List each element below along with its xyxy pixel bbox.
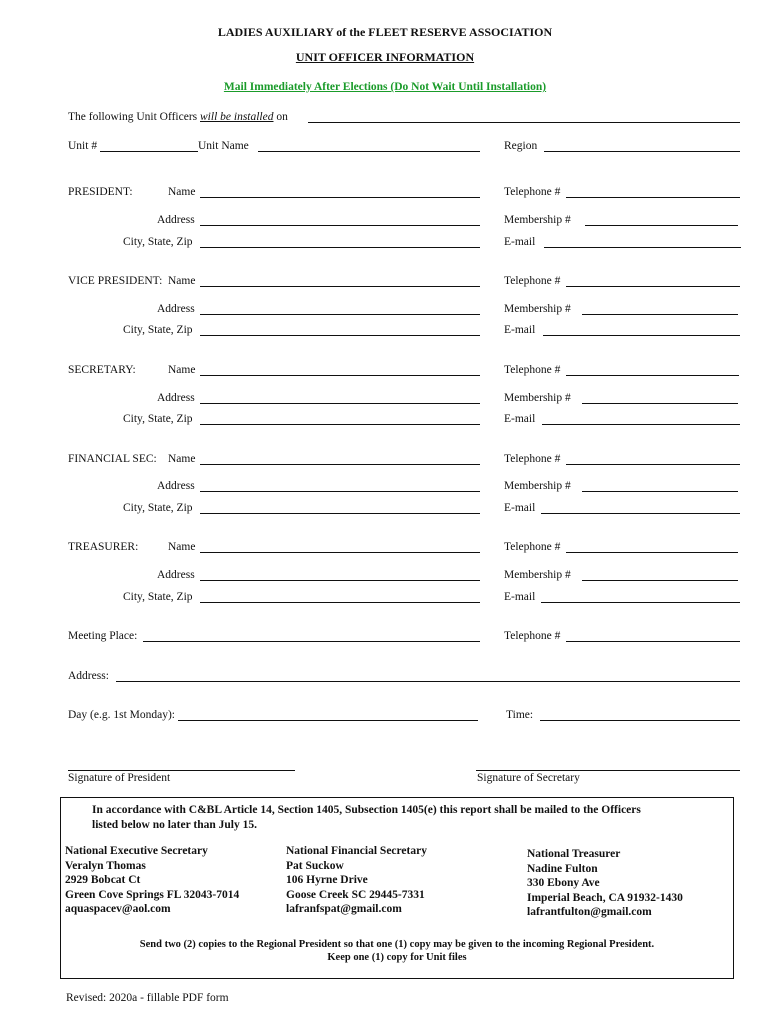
president-membership-field[interactable] [585,225,738,226]
contact-street: 330 Ebony Ave [527,877,600,889]
treasurer-telephone-field[interactable] [566,552,738,553]
intro-text [68,111,288,123]
unit-number-label: Unit # [68,140,98,152]
contact-executive-secretary [65,844,239,917]
role-vice-president: VICE PRESIDENT: [68,275,163,287]
finsec-address-field[interactable] [200,491,480,492]
intro-prefix: The following Unit Officers [68,111,198,123]
region-label: Region [504,140,538,152]
finsec-email-field[interactable] [541,513,740,514]
revision-note: Revised: 2020a - fillable PDF form [66,992,229,1004]
city-label: City, State, Zip [123,324,193,336]
address-label: Address [157,303,195,315]
president-telephone-field[interactable] [566,197,740,198]
contact-name: Pat Suckow [286,859,344,872]
telephone-label: Telephone # [504,453,561,465]
name-label: Name [168,541,196,553]
telephone-label: Telephone # [504,275,561,287]
treasurer-name-field[interactable] [200,552,480,553]
name-label: Name [168,275,196,287]
contact-name: Veralyn Thomas [65,859,146,872]
telephone-label: Telephone # [504,364,561,376]
secretary-email-field[interactable] [542,424,740,425]
contact-city: Goose Creek SC 29445-7331 [286,888,425,901]
treasurer-address-field[interactable] [200,580,480,581]
city-label: City, State, Zip [123,413,193,425]
meeting-place-label: Meeting Place: [68,630,138,642]
instruction-line-1: In accordance with C&BL Article 14, Section 1405, Subsection 1405(e) this report shall be mailed to the Officers [92,804,641,816]
president-name-field[interactable] [200,197,480,198]
finsec-name-field[interactable] [200,464,480,465]
meeting-place-field[interactable] [143,641,480,642]
vp-email-field[interactable] [543,335,740,336]
meeting-day-label: Day (e.g. 1st Monday): [68,709,175,721]
finsec-telephone-field[interactable] [566,464,740,465]
address-label: Address [157,480,195,492]
finsec-membership-field[interactable] [582,491,738,492]
name-label: Name [168,186,196,198]
meeting-address-field[interactable] [116,681,740,682]
president-city-field[interactable] [200,247,480,248]
instruction-line-2: listed below no later than July 15. [92,819,257,831]
email-label: E-mail [504,413,536,425]
region-field[interactable] [544,151,740,152]
meeting-day-field[interactable] [178,720,478,721]
meeting-telephone-label: Telephone # [504,630,561,642]
meeting-telephone-field[interactable] [566,641,740,642]
contact-title: National Executive Secretary [65,845,208,857]
city-label: City, State, Zip [123,236,193,248]
secretary-city-field[interactable] [200,424,480,425]
vp-name-field[interactable] [200,286,480,287]
president-signature-label: Signature of President [68,772,171,784]
secretary-address-field[interactable] [200,403,480,404]
president-email-field[interactable] [544,247,741,248]
form-title: LADIES AUXILIARY of the FLEET RESERVE ASSOCIATION [217,25,553,39]
contact-city: Imperial Beach, CA 91932-1430 [527,891,683,904]
unit-name-label: Unit Name [198,140,249,152]
name-label: Name [168,453,196,465]
contact-title: National Treasurer [527,848,621,860]
meeting-time-field[interactable] [540,720,740,721]
box-footer-line-1: Send two (2) copies to the Regional President so that one (1) copy may be given to the incoming Regional President. [139,939,655,950]
unit-name-field[interactable] [258,151,480,152]
contact-email: lafranfspat@gmail.com [286,903,402,915]
role-treasurer: TREASURER: [68,541,139,553]
treasurer-membership-field[interactable] [582,580,738,581]
membership-label: Membership # [504,392,571,404]
contact-title: National Financial Secretary [286,845,427,857]
secretary-telephone-field[interactable] [566,375,739,376]
meeting-time-label: Time: [506,709,534,721]
secretary-signature-label: Signature of Secretary [477,772,580,784]
install-date-field[interactable] [308,122,740,123]
contact-financial-secretary [286,844,427,917]
unit-number-field[interactable] [100,151,198,152]
membership-label: Membership # [504,480,571,492]
president-address-field[interactable] [200,225,480,226]
membership-label: Membership # [504,214,571,226]
contact-street: 106 Hyrne Drive [286,874,368,886]
city-label: City, State, Zip [123,502,193,514]
treasurer-city-field[interactable] [200,602,480,603]
email-label: E-mail [504,502,536,514]
membership-label: Membership # [504,303,571,315]
intro-suffix: on [276,111,288,123]
telephone-label: Telephone # [504,541,561,553]
intro-emph: will be installed [200,111,274,123]
email-label: E-mail [504,324,536,336]
membership-label: Membership # [504,569,571,581]
address-label: Address [157,392,195,404]
vp-telephone-field[interactable] [566,286,740,287]
address-label: Address [157,569,195,581]
contact-treasurer [527,847,683,920]
city-label: City, State, Zip [123,591,193,603]
role-financial-secretary: FINANCIAL SEC: [68,453,157,465]
email-label: E-mail [504,591,536,603]
role-president: PRESIDENT: [68,186,133,198]
president-signature-field[interactable] [68,770,295,771]
address-label: Address [157,214,195,226]
vp-membership-field[interactable] [582,314,738,315]
vp-city-field[interactable] [200,335,480,336]
vp-address-field[interactable] [200,314,480,315]
finsec-city-field[interactable] [200,513,480,514]
contact-email: lafrantfulton@gmail.com [527,906,652,918]
telephone-label: Telephone # [504,186,561,198]
name-label: Name [168,364,196,376]
treasurer-email-field[interactable] [541,602,740,603]
contact-email: aquaspacev@aol.com [65,903,171,915]
form-subtitle: UNIT OFFICER INFORMATION [295,50,475,64]
contact-street: 2929 Bobcat Ct [65,874,141,886]
box-footer-line-2: Keep one (1) copy for Unit files [327,952,467,963]
mail-notice: Mail Immediately After Elections (Do Not Wait Until Installation) [223,81,547,93]
meeting-address-label: Address: [68,670,109,682]
contact-city: Green Cove Springs FL 32043-7014 [65,888,240,901]
email-label: E-mail [504,236,536,248]
secretary-name-field[interactable] [200,375,480,376]
secretary-membership-field[interactable] [582,403,738,404]
role-secretary: SECRETARY: [68,364,136,376]
secretary-signature-field[interactable] [476,770,740,771]
contact-name: Nadine Fulton [527,862,598,875]
